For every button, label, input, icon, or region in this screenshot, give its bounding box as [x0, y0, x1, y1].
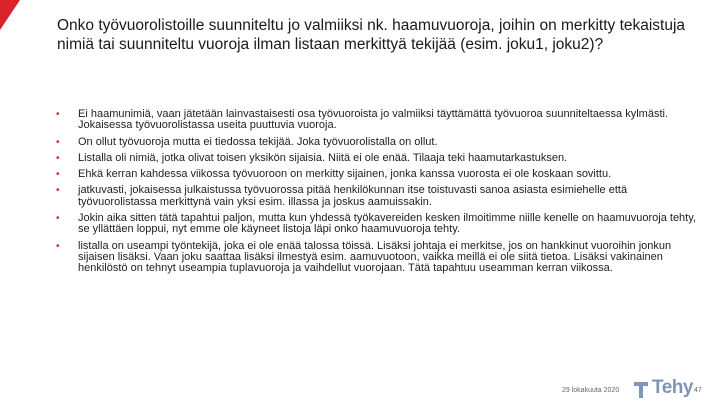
bullet-text: jatkuvasti, jokaisessa julkaistussa työvuorossa pitää henkilökunnan itse toistuvasti sanoa asiasta esimiehelle että työvuorolistassa merkittynä vain yksi esim. illassa ja joskus aamuissakin. [78, 184, 628, 208]
slide-title: Onko työvuorolistoille suunniteltu jo valmiiksi nk. haamuvuoroja, joihin on merkitty tekaistuja nimiä tai suunniteltu vuoroja ilman listaan merkittyä tekijää (esim. joku1, joku2)? [57, 17, 686, 53]
bullet-text: listalla on useampi työntekijä, joka ei ole enää talossa töissä. Lisäksi johtaja ei merkitse, jos on hankkinut vuoroihin jonkun sijaisen lisäksi. Vaan joku saattaa lisäksi ilmestyä esim. aamuvuotoon, vaikka meillä ei ole siitä tietoa. Lisäksi vakinainen henkilöstö on tehnyt useampia tuplavuoroja ja vaihdellut vuorojaan. Tätä tapahtuu useamman kerran viikossa. [78, 239, 672, 275]
bullet-icon: • [56, 185, 60, 197]
logo-text: Tehy [652, 377, 693, 398]
bullet-icon: • [56, 136, 60, 148]
bullet-icon: • [56, 109, 60, 120]
list-item [56, 213, 696, 236]
bullet-icon: • [56, 152, 60, 164]
bullet-text: Ei haamunimiä, vaan jätetään lainvastaisesti osa työvuoroista jo valmiiksi täyttämättä työvuoroa suunniteltaessa kylmästi. Jokaisessa työvuorolistassa useita puuttuvia vuoroja. [78, 108, 669, 132]
tehy-logo [632, 379, 702, 401]
bullet-text: Jokin aika sitten tätä tapahtui paljon, mutta kun yhdessä työkavereiden kesken ilmoitimme niille kenelle on haamuvuoroja tehty, se yllättäen loppui, nyt emme ole käyneet listoja läpi onko haamuvuoroja tehty. [78, 212, 696, 236]
bullet-icon: • [56, 213, 60, 225]
list-item [56, 137, 696, 148]
footer-date: 29 lokakuuta 2020 [562, 387, 620, 394]
bullet-icon: • [56, 169, 60, 181]
bullet-icon: • [56, 240, 60, 252]
list-item [56, 109, 696, 132]
list-item [56, 185, 696, 208]
list-item [56, 241, 696, 275]
slide-footer [0, 375, 720, 405]
corner-accent-mark [0, 0, 20, 30]
bullet-text: Ehkä kerran kahdessa viikossa työvuoroon on merkitty sijainen, jonka kanssa vuorosta ei ole koskaan sovittu. [78, 168, 612, 181]
list-item [56, 153, 696, 164]
logo-mark-icon [632, 379, 654, 401]
bullet-list [56, 109, 696, 280]
page-number: 47 [694, 387, 702, 394]
bullet-text: On ollut työvuoroja mutta ei tiedossa tekijää. Joka työvuorolistalla on ollut. [78, 135, 438, 148]
bullet-text: Listalla oli nimiä, jotka olivat toisen yksikön sijaisia. Niitä ei ole enää. Tilaaja teki haamutarkastuksen. [78, 151, 568, 164]
list-item [56, 169, 696, 180]
